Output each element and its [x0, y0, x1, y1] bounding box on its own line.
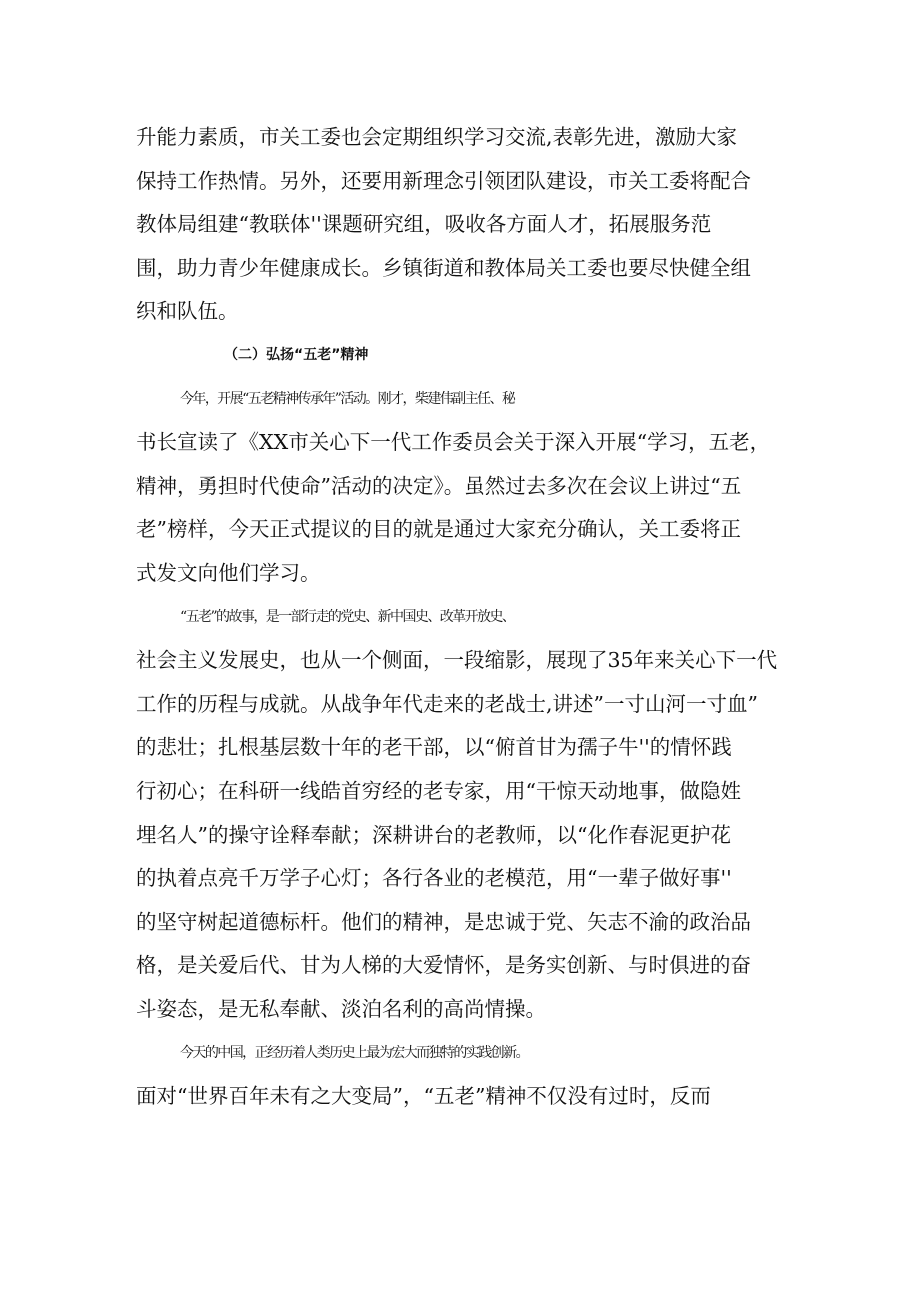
text-line: 保持工作热情。另外，还要用新理念引领团队建设，市关工委将配合 [136, 168, 751, 193]
text-line: 埋名人”的操守诠释奉献；深耕讲台的老教师，以“化作春泥更护花 [136, 822, 731, 847]
text-line: 的执着点亮千万学子心灯；各行各业的老模范，用“一辈子做好事'' [136, 866, 732, 891]
text-line: 今天的中国，正经历着人类历史上最为宏大而独特的实践创新。 [180, 1044, 528, 1061]
text-line: 教体局组建“教联体''课题研究组，吸收各方面人才，拓展服务范 [136, 212, 712, 237]
text-line: 社会主义发展史，也从一个侧面，一段缩影，展现了35年来关心下一代 [136, 648, 778, 673]
text-line: 格，是关爱后代、甘为人梯的大爱情怀，是务实创新、与时俱进的奋 [136, 953, 751, 978]
text-line: 斗姿态，是无私奉献、淡泊名利的高尚情操。 [136, 997, 546, 1021]
text-line: 工作的历程与成就。从战争年代走来的老战士,讲述”一寸山河一寸血” [136, 691, 758, 716]
section-heading: （二）弘扬“五老”精神 [224, 347, 369, 363]
text-line: 面对“世界百年未有之大变局”，“五老”精神不仅没有过时，反而 [136, 1084, 711, 1109]
text-line: 今年，开展“五老精神传承年”活动。刚才，柴建伟副主任、秘 [180, 390, 515, 407]
text-line: “五老”的故事，是一部行走的党史、新中国史、改革开放史、 [180, 608, 515, 625]
text-line: 老”榜样，今天正式提议的目的就是通过大家充分确认，关工委将正 [136, 517, 741, 542]
text-line: 的坚守树起道德标杆。他们的精神，是忠诚于党、矢志不渝的政治品 [136, 909, 751, 934]
text-line: 书长宣读了《XX市关心下一代工作委员会关于深入开展“学习，五老， [136, 430, 771, 455]
text-line: 的悲壮；扎根基层数十年的老干部，以“俯首甘为孺子牛''的情怀践 [136, 735, 732, 760]
text-line: 围，助力青少年健康成长。乡镇街道和教体局关工委也要尽快健全组 [136, 255, 751, 280]
text-line: 精神，勇担时代使命”活动的决定》。虽然过去多次在会议上讲过“五 [136, 473, 742, 498]
text-line: 升能力素质，市关工委也会定期组织学习交流,表彰先进，激励大家 [136, 125, 738, 149]
text-line: 式发文向他们学习。 [136, 561, 321, 585]
text-line: 织和队伍。 [136, 299, 239, 324]
text-line: 行初心；在科研一线皓首穷经的老专家，用“干惊天动地事，做隐姓 [136, 779, 741, 803]
